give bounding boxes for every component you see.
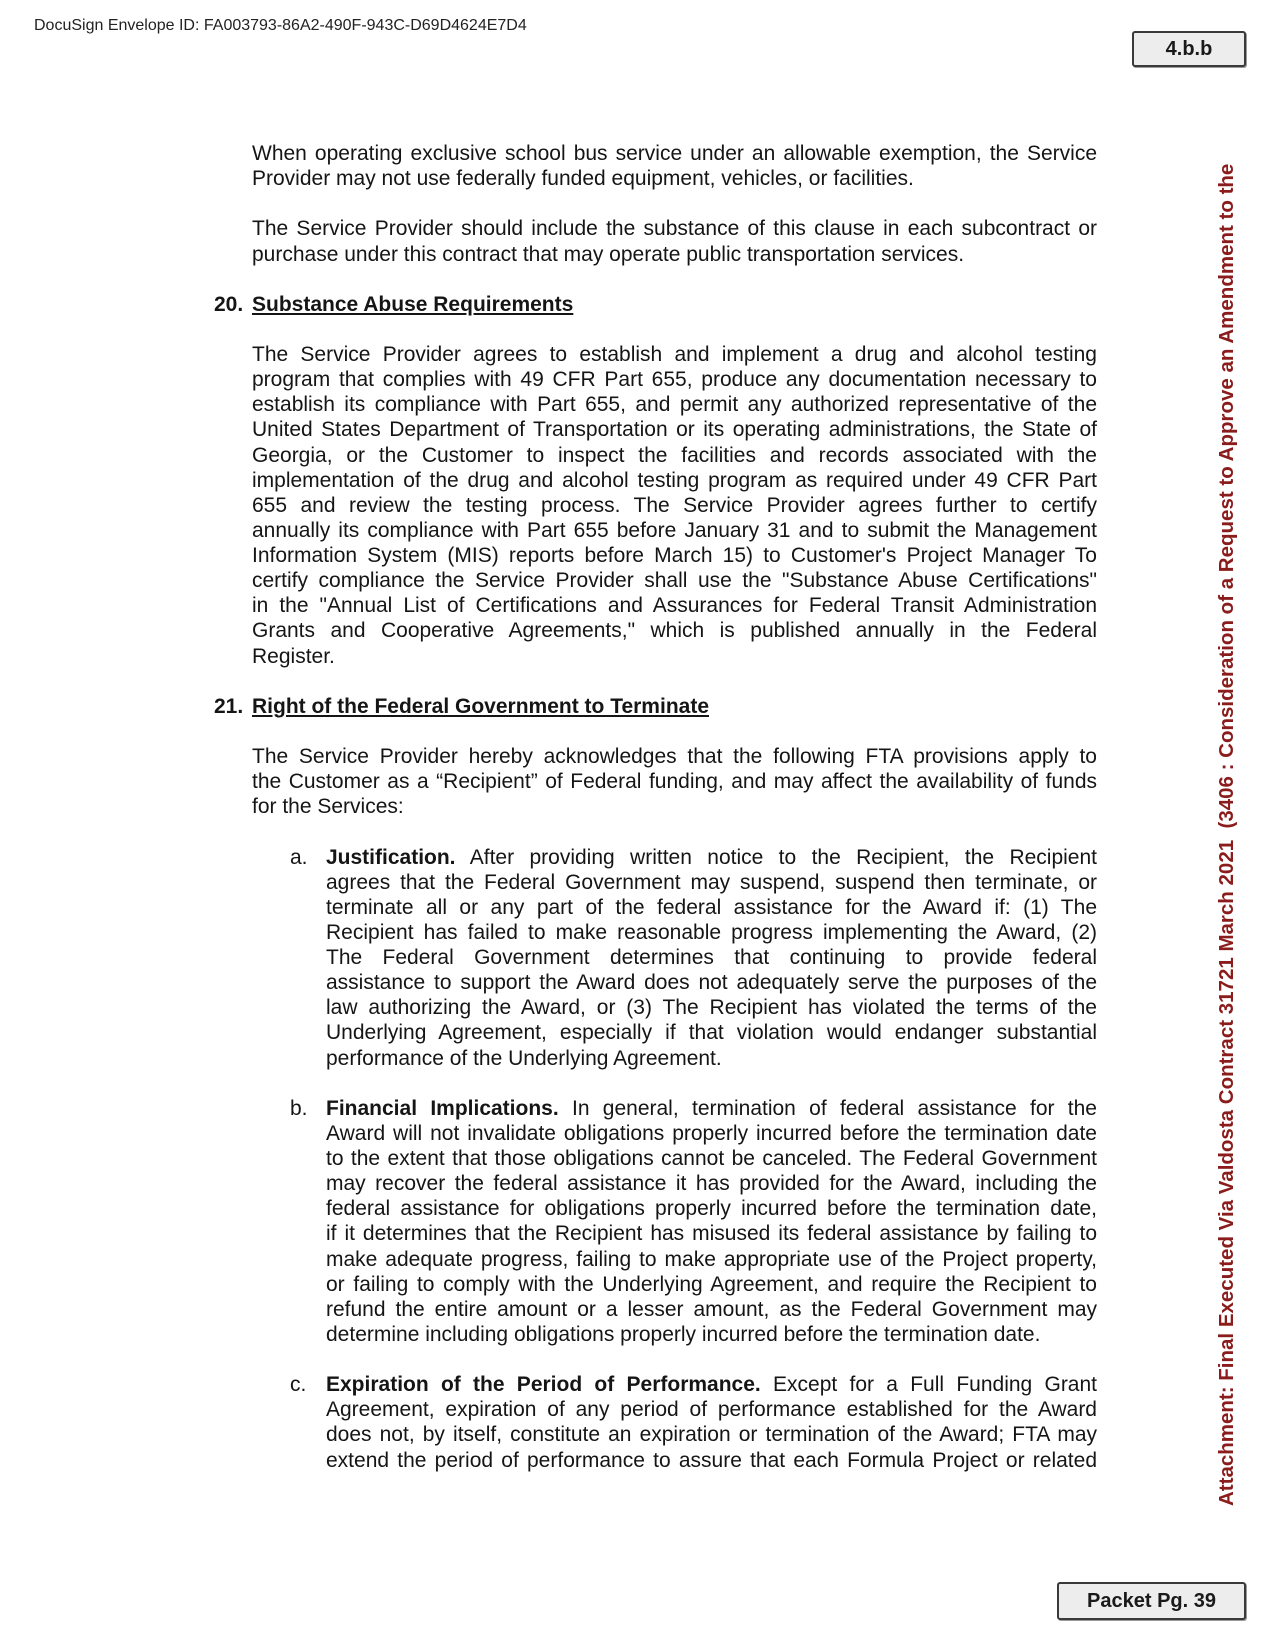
- section-number: 20.: [214, 292, 244, 316]
- item-lead-in: Expiration of the Period of Performance.: [326, 1373, 761, 1397]
- list-marker: a.: [290, 845, 308, 869]
- intro-paragraph: [252, 216, 1097, 266]
- text-line: assistance to support the Award does not adequately serve the purposes of the: [326, 971, 1097, 995]
- section-paragraph: [252, 744, 1097, 819]
- text-line: extend the period of performance to assure that each Formula Project or related: [326, 1448, 1097, 1472]
- text-line: The Service Provider hereby acknowledges that the following FTA provisions apply to: [252, 745, 1097, 768]
- text-line: or failing to comply with the Underlying Agreement, and require the Recipient to: [326, 1272, 1097, 1296]
- text-line-remainder: Except for a Full Funding Grant: [773, 1373, 1098, 1397]
- section-heading: [214, 292, 1275, 317]
- list-item-body: [326, 1096, 1097, 1347]
- text-line: The Service Provider should include the substance of this clause in each subcontract or: [252, 217, 1097, 241]
- text-line: federal assistance for obligations properly incurred before the termination date,: [326, 1197, 1097, 1221]
- text-line: Award will not invalidate obligations properly incurred before the termination date: [326, 1121, 1097, 1145]
- text-line: implementation of the drug and alcohol testing program as required under 49 CFR Part: [252, 468, 1097, 492]
- text-line: establish its compliance with Part 655, and permit any authorized representative of the: [252, 393, 1097, 417]
- text-line: Information System (MIS) reports before March 15) to Customer's Project Manager To: [252, 544, 1097, 567]
- text-line: agrees that the Federal Government may suspend, suspend then terminate, or: [326, 870, 1097, 894]
- text-line: United States Department of Transportation or its operating administrations, the State of: [252, 418, 1097, 442]
- text-line: 655 and review the testing process. The Service Provider agrees further to certify: [252, 493, 1097, 517]
- item-lead-in: Financial Implications.: [326, 1096, 559, 1120]
- text-line: law authorizing the Award, or (3) The Recipient has violated the terms of the: [326, 996, 1097, 1020]
- text-line: When operating exclusive school bus service under an allowable exemption, the Service: [252, 142, 1097, 165]
- text-line: The Federal Government determines that continuing to provide federal: [326, 946, 1097, 969]
- text-line: Recipient has failed to make reasonable progress implementing the Award, (2): [326, 920, 1097, 944]
- list-item: [290, 1372, 1275, 1473]
- text-line: performance of the Underlying Agreement.: [326, 1046, 722, 1070]
- text-line: The Service Provider agrees to establish and implement a drug and alcohol testing: [252, 343, 1097, 366]
- envelope-id: DocuSign Envelope ID: FA003793-86A2-490F-943C-D69D4624E7D4: [34, 17, 527, 34]
- list-marker: c.: [290, 1373, 307, 1397]
- packet-page-label: Packet Pg. 39: [1057, 1582, 1246, 1620]
- text-line: program that complies with 49 CFR Part 655, produce any documentation necessary to: [252, 368, 1097, 392]
- text-line: if it determines that the Recipient has misused its federal assistance by failing to: [326, 1222, 1097, 1246]
- document-body: [0, 141, 1275, 1473]
- text-line: does not, by itself, constitute an expiration or termination of the Award; FTA may: [326, 1423, 1097, 1447]
- text-line: in the "Annual List of Certifications and Assurances for Federal Transit Administration: [252, 594, 1097, 618]
- attachment-side-label: Attachment: Final Executed Via Valdosta Contract 31721 March 2021 (3406 : Consideration of a Request to Approve an Amendment to the: [1215, 163, 1238, 1507]
- section-heading: [214, 694, 1275, 719]
- agenda-tag-box: 4.b.b: [1132, 31, 1246, 67]
- section-paragraph: [252, 342, 1097, 669]
- list-item: [290, 845, 1275, 1071]
- list-marker: b.: [290, 1096, 308, 1120]
- list-item-body: [326, 845, 1097, 1071]
- text-line: to the extent that those obligations cannot be canceled. The Federal Government: [326, 1147, 1097, 1170]
- text-line: refund the entire amount or a lesser amount, as the Federal Government may: [326, 1297, 1097, 1321]
- section-number: 21.: [214, 694, 244, 718]
- text-line: Grants and Cooperative Agreements," which is published annually in the Federal: [252, 619, 1097, 643]
- text-line: [326, 1096, 1097, 1121]
- text-line: terminate all or any part of the federal assistance for the Award if: (1) The: [326, 895, 1097, 919]
- text-line: purchase under this contract that may operate public transportation services.: [252, 242, 965, 266]
- text-line: Underlying Agreement, especially if that violation would endanger substantial: [326, 1021, 1097, 1045]
- item-lead-in: Justification.: [326, 845, 456, 869]
- list-item-body: [326, 1372, 1097, 1473]
- text-line: make adequate progress, failing to make appropriate use of the Project property,: [326, 1247, 1097, 1271]
- section-title: Right of the Federal Government to Terminate: [252, 694, 709, 718]
- intro-paragraph: [252, 141, 1097, 191]
- text-line: Agreement, expiration of any period of performance established for the Award: [326, 1398, 1097, 1422]
- text-line: Register.: [252, 644, 335, 668]
- text-line: determine including obligations properly incurred before the termination date.: [326, 1322, 1041, 1346]
- text-line: [326, 1372, 1097, 1397]
- text-line: for the Services:: [252, 795, 404, 819]
- text-line: Georgia, or the Customer to inspect the facilities and records associated with the: [252, 443, 1097, 467]
- text-line: certify compliance the Service Provider shall use the "Substance Abuse Certifications": [252, 569, 1097, 593]
- text-line: may recover the federal assistance it has provided for the Award, including the: [326, 1172, 1097, 1196]
- text-line: Provider may not use federally funded equipment, vehicles, or facilities.: [252, 167, 914, 191]
- text-line-remainder: In general, termination of federal assistance for the: [571, 1096, 1097, 1120]
- text-line: annually its compliance with Part 655 before January 31 and to submit the Management: [252, 518, 1097, 542]
- section-title: Substance Abuse Requirements: [252, 292, 574, 316]
- text-line: [326, 845, 1097, 870]
- list-item: [290, 1096, 1275, 1347]
- text-line-remainder: After providing written notice to the Recipient, the Recipient: [469, 845, 1097, 869]
- text-line: the Customer as a “Recipient” of Federal funding, and may affect the availability of funds: [252, 770, 1097, 794]
